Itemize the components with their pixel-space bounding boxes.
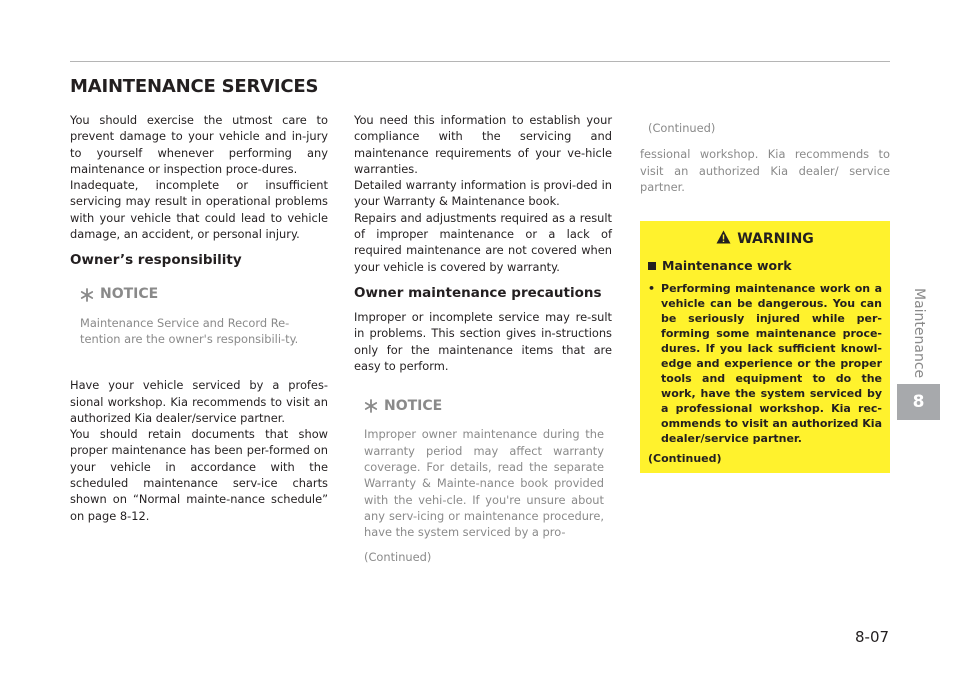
- warning-subheading-text: Maintenance work: [662, 258, 792, 273]
- continued-label-top: (Continued): [648, 121, 716, 135]
- paragraph-repairs: Repairs and adjustments required as a result of improper maintenance or a lack of required maintenance are not covered when your vehicle is covered by warranty.: [354, 210, 612, 274]
- chapter-tab: 8: [897, 384, 940, 420]
- column-3: [640, 120, 890, 195]
- page-title: MAINTENANCE SERVICES: [70, 76, 319, 97]
- continued-label: (Continued): [364, 549, 432, 564]
- asterisk-icon: [80, 288, 94, 302]
- warning-triangle-icon: [716, 230, 731, 248]
- column-1: [70, 112, 328, 524]
- warning-label: WARNING: [737, 230, 814, 247]
- warning-continued-label: (Continued): [648, 452, 722, 465]
- warning-bullet-item: [648, 281, 882, 446]
- header-rule: [70, 61, 890, 62]
- notice-continuation-text: fessional workshop. Kia recommends to visit an authorized Kia dealer/ service partner.: [640, 147, 890, 194]
- page-number: 8-07: [855, 628, 890, 646]
- warning-subheading: [648, 258, 882, 273]
- paragraph-warranty-info: Detailed warranty information is provi-ded in your Warranty & Maintenance book.: [354, 178, 612, 209]
- notice-box: [70, 276, 328, 347]
- intro-paragraph-2: Inadequate, incomplete or insufficient servicing may result in operational problems with your vehicle that could lead to vehicle damage, an accident, or personal injury.: [70, 178, 328, 242]
- notice-header-2: [364, 398, 604, 414]
- chapter-side-label: Maintenance: [911, 287, 927, 379]
- intro-paragraph-1: You should exercise the utmost care to prevent damage to your vehicle and in-jury to yourself whenever performing any maintenance or inspection proce-dures.: [70, 113, 328, 176]
- paragraph-improper-service: Improper or incomplete service may re-sult in problems. This section gives in-structions only for the maintenance items that are easy to perform.: [354, 309, 612, 373]
- asterisk-icon: [364, 399, 378, 413]
- notice-header: [80, 286, 320, 302]
- notice-label: NOTICE: [100, 286, 159, 303]
- warning-box: [640, 221, 890, 473]
- square-bullet-icon: [648, 262, 656, 270]
- notice-text-2: Improper owner maintenance during the warranty period may affect warranty coverage. For details, read the separate Warranty & Mainte-nance book provided with the vehi-cle. If you're unsure about any serv-icing or maintenance procedure, have the system serviced by a pro-: [364, 427, 604, 540]
- notice-text: Maintenance Service and Record Re-tention are the owner's responsibili-ty.: [80, 315, 299, 346]
- warning-header: [648, 230, 882, 248]
- owner-precautions-heading: Owner maintenance precautions: [354, 284, 602, 301]
- notice-box-2: [354, 388, 612, 565]
- column-2: [354, 112, 612, 565]
- owners-responsibility-heading: Owner’s responsibility: [70, 252, 242, 269]
- paragraph-professional-service: Have your vehicle serviced by a profes-sional workshop. Kia recommends to visit an authorized Kia dealer/service partner.: [70, 378, 328, 425]
- warning-bullet-text: Performing maintenance work on a vehicle can be dangerous. You can be seriously injured while per-forming some maintenance proce-dures. If you lack sufficient knowl-edge and experience or the proper tools and equipment to do the work, have the system serviced by a professional workshop. Kia rec-ommends to visit an authorized Kia dealer/service partner.: [661, 282, 882, 445]
- paragraph-retain-documents: You should retain documents that show proper maintenance has been per-formed on your vehicle in accordance with the scheduled maintenance serv-ice charts shown on “Normal mainte-nance schedule” on page 8-12.: [70, 427, 328, 523]
- paragraph-compliance: You need this information to establish your compliance with the servicing and maintenance requirements of your ve-hicle warranties.: [354, 113, 612, 176]
- notice-label: NOTICE: [384, 398, 443, 415]
- bullet-dot-icon: •: [648, 282, 656, 295]
